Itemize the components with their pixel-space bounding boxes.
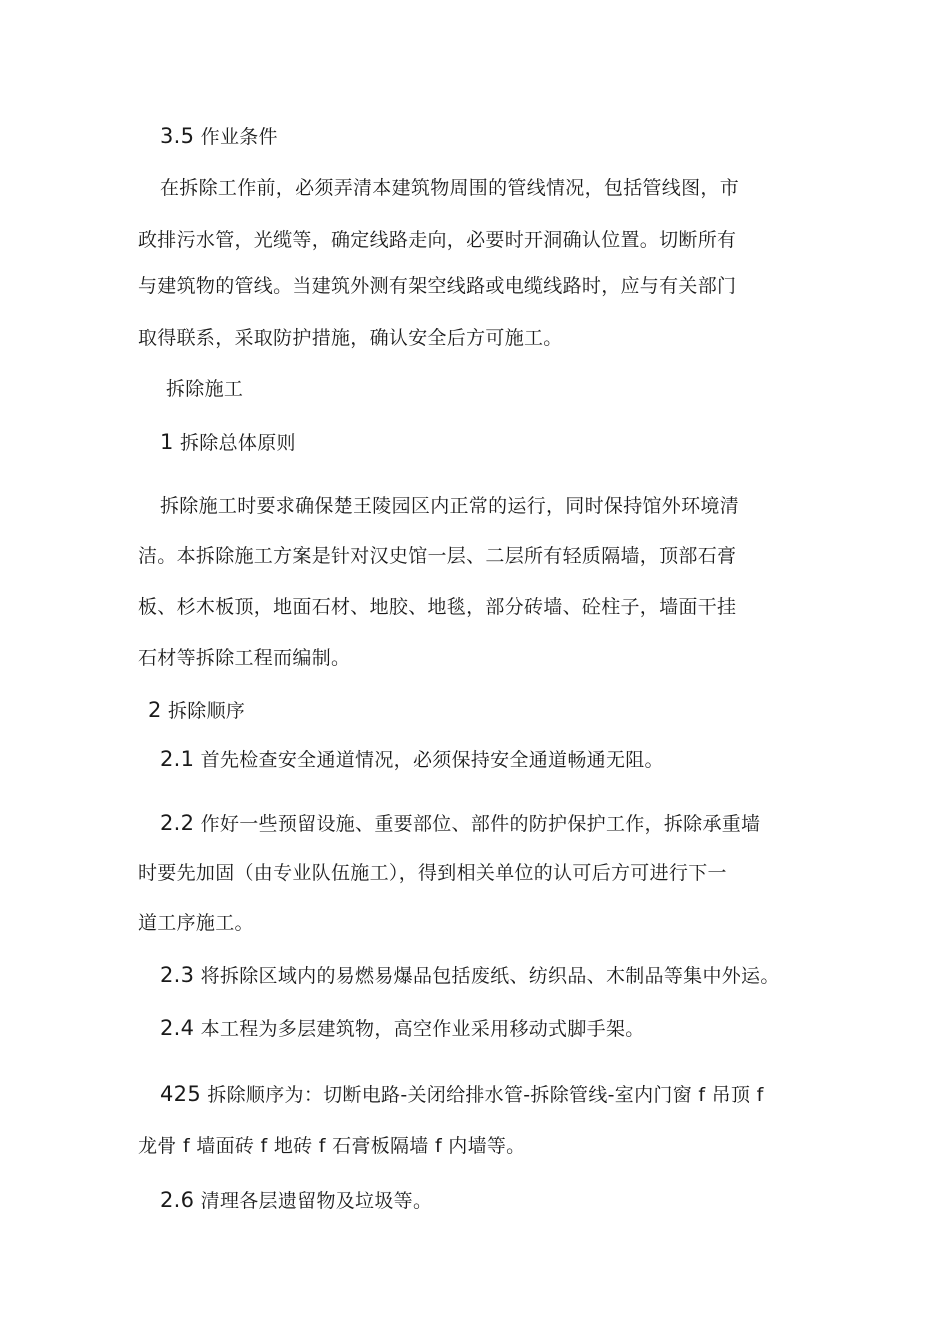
list-item (160, 810, 760, 837)
item-number: 425 (160, 1082, 201, 1106)
item-text: 清理各层遗留物及垃圾等。 (194, 1190, 433, 1212)
item-number: 2.3 (160, 963, 195, 987)
section-number: 2 (148, 698, 162, 722)
section-title: 拆除顺序 (161, 700, 246, 722)
paragraph-line: 政排污水管，光缆等，确定线路走向，必要时开洞确认位置。切断所有 (138, 229, 737, 251)
paragraph-line: 时要先加固（由专业队伍施工），得到相关单位的认可后方可进行下一 (138, 862, 727, 884)
section-heading (160, 429, 296, 456)
section-number: 3.5 (160, 124, 195, 148)
paragraph-line: 龙骨 f 墙面砖 f 地砖 f 石膏板隔墙 f 内墙等。 (138, 1135, 526, 1157)
section-heading: 拆除施工 (166, 378, 244, 400)
section-number: 1 (160, 430, 174, 454)
paragraph-line: 道工序施工。 (138, 912, 254, 934)
item-number: 2.6 (160, 1188, 195, 1212)
paragraph-line: 取得联系，采取防护措施，确认安全后方可施工。 (138, 327, 563, 349)
item-text: 拆除顺序为：切断电路-关闭给排水管-拆除管线-室内门窗 f 吊顶 f (200, 1084, 764, 1106)
paragraph-line: 板、杉木板顶，地面石材、地胶、地毯，部分砖墙、砼柱子，墙面干挂 (138, 596, 737, 618)
item-text: 首先检查安全通道情况，必须保持安全通道畅通无阻。 (194, 749, 664, 771)
section-title: 作业条件 (194, 126, 278, 148)
list-item (160, 1187, 432, 1214)
item-text: 作好一些预留设施、重要部位、部件的防护保护工作，拆除承重墙 (194, 813, 761, 835)
paragraph-line: 与建筑物的管线。当建筑外测有架空线路或电缆线路时，应与有关部门 (138, 275, 737, 297)
paragraph-line: 洁。本拆除施工方案是针对汉史馆一层、二层所有轻质隔墙，顶部石膏 (138, 545, 737, 567)
list-item (160, 746, 664, 773)
item-number: 2.1 (160, 747, 195, 771)
item-number: 2.2 (160, 811, 195, 835)
list-item (160, 1015, 645, 1042)
section-heading (160, 123, 278, 150)
section-heading (148, 697, 245, 724)
list-item (160, 1081, 764, 1108)
section-title: 拆除总体原则 (173, 432, 296, 454)
paragraph-line: 在拆除工作前，必须弄清本建筑物周围的管线情况，包括管线图，市 (160, 177, 740, 199)
list-item (160, 962, 780, 989)
item-text: 本工程为多层建筑物，高空作业采用移动式脚手架。 (194, 1018, 645, 1040)
item-number: 2.4 (160, 1016, 195, 1040)
paragraph-line: 石材等拆除工程而编制。 (138, 647, 351, 669)
paragraph-line: 拆除施工时要求确保楚王陵园区内正常的运行，同时保持馆外环境清 (160, 495, 740, 517)
item-text: 将拆除区域内的易燃易爆品包括废纸、纺织品、木制品等集中外运。 (194, 965, 780, 987)
